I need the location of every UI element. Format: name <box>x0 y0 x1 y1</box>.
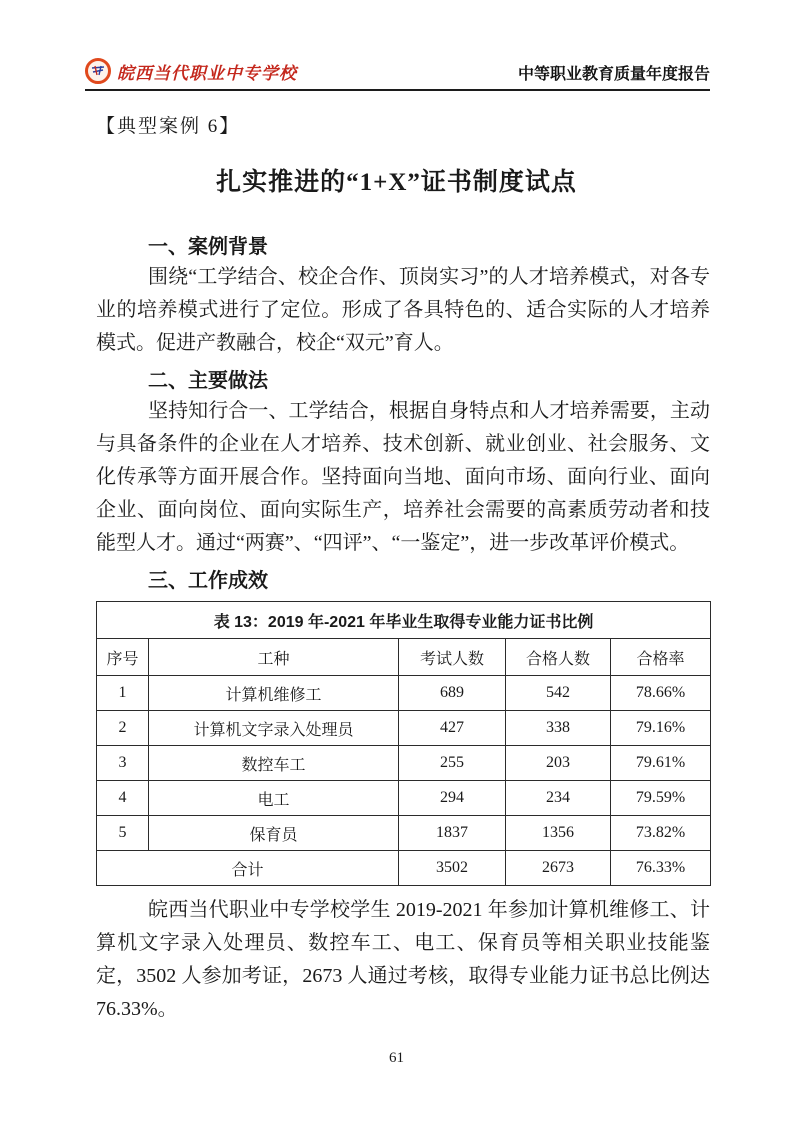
cell-pass-rate: 79.61% <box>611 746 711 781</box>
cell-passed: 234 <box>506 781 611 816</box>
cell-index: 1 <box>97 676 149 711</box>
table-row <box>97 711 711 746</box>
cell-index: 4 <box>97 781 149 816</box>
paragraph-methods: 坚持知行合一、工学结合，根据自身特点和人才培养需要，主动与具备条件的企业在人才培养、技术创新、就业创业、社会服务、文化传承等方面开展合作。坚持面向当地、面向市场、面向行业、面向企业、面向岗位、面向实际生产，培养社会需要的高素质劳动者和技能型人才。通过“两赛”、“四评”、“一鉴定”，进一步改革评价模式。 <box>96 400 710 554</box>
table-row <box>97 781 711 816</box>
cell-index: 5 <box>97 816 149 851</box>
cell-pass-rate: 73.82% <box>611 816 711 851</box>
table-caption-row <box>97 602 711 639</box>
column-header-index: 序号 <box>97 639 149 676</box>
column-header-passed: 合格人数 <box>506 639 611 676</box>
cell-examined: 255 <box>399 746 506 781</box>
column-header-trade: 工种 <box>149 639 399 676</box>
cell-trade: 电工 <box>149 781 399 816</box>
cell-total-examined: 3502 <box>399 851 506 886</box>
section-heading-methods: 二、主要做法 <box>148 370 268 392</box>
section-heading-results: 三、工作成效 <box>148 570 268 592</box>
cell-trade: 数控车工 <box>149 746 399 781</box>
table-row <box>97 676 711 711</box>
table-caption: 表 13：2019 年-2021 年毕业生取得专业能力证书比例 <box>97 602 711 639</box>
content-area <box>96 230 710 1026</box>
school-name: 皖西当代职业中专学校 <box>117 63 297 83</box>
header-school-brand <box>85 58 297 84</box>
cell-examined: 1837 <box>399 816 506 851</box>
cell-index: 3 <box>97 746 149 781</box>
cell-examined: 689 <box>399 676 506 711</box>
page-title: 扎实推进的“1+X”证书制度试点 <box>216 169 577 196</box>
cell-passed: 338 <box>506 711 611 746</box>
column-header-pass-rate: 合格率 <box>611 639 711 676</box>
column-header-examined: 考试人数 <box>399 639 506 676</box>
cell-trade: 计算机文字录入处理员 <box>149 711 399 746</box>
table-total-row <box>97 851 711 886</box>
school-emblem-icon <box>85 58 111 84</box>
cell-index: 2 <box>97 711 149 746</box>
report-title: 中等职业教育质量年度报告 <box>517 66 710 83</box>
cell-pass-rate: 79.16% <box>611 711 711 746</box>
cell-examined: 294 <box>399 781 506 816</box>
cell-total-label: 合计 <box>97 851 399 886</box>
page-header <box>85 0 710 91</box>
cell-pass-rate: 78.66% <box>611 676 711 711</box>
paragraph-background: 围绕“工学结合、校企合作、顶岗实习”的人才培养模式，对各专业的培养模式进行了定位。形成了各具特色的、适合实际的人才培养模式。促进产教融合，校企“双元”育人。 <box>96 266 710 354</box>
cell-total-passed: 2673 <box>506 851 611 886</box>
cell-trade: 计算机维修工 <box>149 676 399 711</box>
cell-passed: 542 <box>506 676 611 711</box>
cell-passed: 1356 <box>506 816 611 851</box>
cell-trade: 保育员 <box>149 816 399 851</box>
table-header-row <box>97 639 711 676</box>
cell-pass-rate: 79.59% <box>611 781 711 816</box>
page-number: 61 <box>389 1050 404 1066</box>
cell-examined: 427 <box>399 711 506 746</box>
cell-passed: 203 <box>506 746 611 781</box>
cell-total-pass-rate: 76.33% <box>611 851 711 886</box>
table-row <box>97 816 711 851</box>
section-heading-background: 一、案例背景 <box>148 236 268 258</box>
case-label: 【典型案例 6】 <box>96 116 241 137</box>
certificate-table <box>96 601 711 886</box>
closing-paragraph: 皖西当代职业中专学校学生 2019-2021 年参加计算机维修工、计算机文字录入处理员、数控车工、电工、保育员等相关职业技能鉴定，3502 人参加考证，2673 人通过考核，取得专业能力证书总比例达 76.33%。 <box>96 899 710 1020</box>
table-row <box>97 746 711 781</box>
